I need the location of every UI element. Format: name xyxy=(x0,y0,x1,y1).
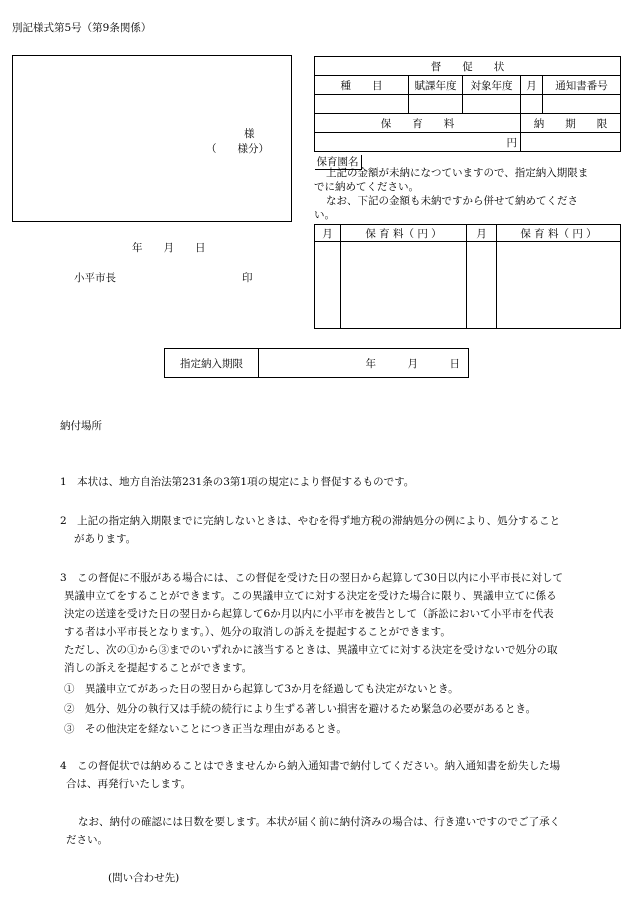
contact-label: (問い合わせ先) xyxy=(108,872,180,884)
message-line-3: なお、下記の金額も未納ですから併せて納めてくださ xyxy=(326,195,578,207)
fee-label: 保 育 料 xyxy=(315,114,521,133)
sama-paren-label: （ 様分） xyxy=(206,143,269,155)
yen-cell: 円 xyxy=(315,133,521,152)
sama-label: 様 xyxy=(244,128,255,140)
item-3-line-6: 消しの訴えを提起することができます。 xyxy=(64,662,253,674)
payment-place: 納付場所 xyxy=(60,420,102,432)
month-table xyxy=(314,224,621,329)
item-3-line-9: ③ その他決定を経ないことにつき正当な理由があるとき。 xyxy=(64,723,347,735)
cell-assess-year xyxy=(409,95,463,114)
h-fee: 保 育 料（ 円 ） xyxy=(341,225,467,242)
item-4-line-1: 4 この督促状では納めることはできませんから納入通知書で納付してください。納入通知書を紛失した場 xyxy=(60,760,561,772)
notice-table xyxy=(314,56,621,170)
form-label: 別記様式第5号（第9条関係） xyxy=(12,22,152,34)
col-type: 種 目 xyxy=(315,76,409,95)
item-3-line-8: ② 処分、処分の執行又は手続の続行により生ずる著しい損害を避けるため緊急の必要があるとき。 xyxy=(64,703,537,715)
deadline-box-date: 年 月 日 xyxy=(259,349,469,378)
message-line-1: 上記の金額が未納になつていますので、指定納入期限ま xyxy=(326,167,589,179)
cell-target-year xyxy=(463,95,521,114)
item-1: 1 本状は、地方自治法第231条の3第1項の規定により督促するものです。 xyxy=(60,476,415,488)
item-2-line-1: 2 上記の指定納入期限までに完納しないときは、やむを得ず地方税の滞納処分の例により、処分すること xyxy=(60,515,561,527)
col-target-year: 対象年度 xyxy=(463,76,521,95)
col-notice-no: 通知書番号 xyxy=(543,76,621,95)
item-2-line-2: があります。 xyxy=(74,533,137,545)
message-line-2: でに納めてください。 xyxy=(314,181,419,193)
item-3-line-7: ① 異議申立てがあった日の翌日から起算して3か月を経過しても決定がないとき。 xyxy=(64,683,459,695)
note-line-2: ださい。 xyxy=(66,834,108,846)
nursery-label: 保育園名 xyxy=(315,155,362,170)
month-cell-2 xyxy=(467,242,497,329)
notice-title: 督 促 状 xyxy=(315,57,621,76)
h-fee-2: 保 育 料（ 円 ） xyxy=(497,225,621,242)
fee-cell xyxy=(341,242,467,329)
address-box xyxy=(12,55,292,222)
h-month-2: 月 xyxy=(467,225,497,242)
item-3-line-3: 決定の送達を受けた日の翌日から起算して6か月以内に小平市を被告として（訴訟において小平市を代表 xyxy=(64,608,554,620)
date-line: 年 月 日 xyxy=(132,242,206,254)
col-assess-year: 賦課年度 xyxy=(409,76,463,95)
item-3-line-1: 3 この督促に不服がある場合には、この督促を受けた日の翌日から起算して30日以内に小平市長に対して xyxy=(60,572,564,584)
col-month: 月 xyxy=(521,76,543,95)
item-3-line-4: する者は小平市長となります。）、処分の取消しの訴えを提起することができます。 xyxy=(64,626,451,638)
cell-month xyxy=(521,95,543,114)
cell-type xyxy=(315,95,409,114)
seal-mark: 印 xyxy=(242,272,253,284)
deadline-cell xyxy=(521,133,621,152)
item-3-line-5: ただし、次の①から③までのいずれかに該当するときは、異議申立てに対する決定を受けないで処分の取 xyxy=(64,644,558,656)
message-line-4: い。 xyxy=(314,209,335,221)
deadline-table xyxy=(164,348,469,378)
item-3-line-2: 異議申立てをすることができます。この異議申立てに対する決定を受けた場合に限り、異議申立てに係る xyxy=(64,590,557,602)
h-month: 月 xyxy=(315,225,341,242)
month-cell xyxy=(315,242,341,329)
fee-cell-2 xyxy=(497,242,621,329)
item-4-line-2: 合は、再発行いたします。 xyxy=(66,778,192,790)
mayor-title: 小平市長 xyxy=(74,272,116,284)
cell-notice-no xyxy=(543,95,621,114)
deadline-label: 納 期 限 xyxy=(521,114,621,133)
deadline-box-label: 指定納入期限 xyxy=(165,349,259,378)
note-line-1: なお、納付の確認には日数を要します。本状が届く前に納付済みの場合は、行き違いですのでご了承く xyxy=(78,816,561,828)
